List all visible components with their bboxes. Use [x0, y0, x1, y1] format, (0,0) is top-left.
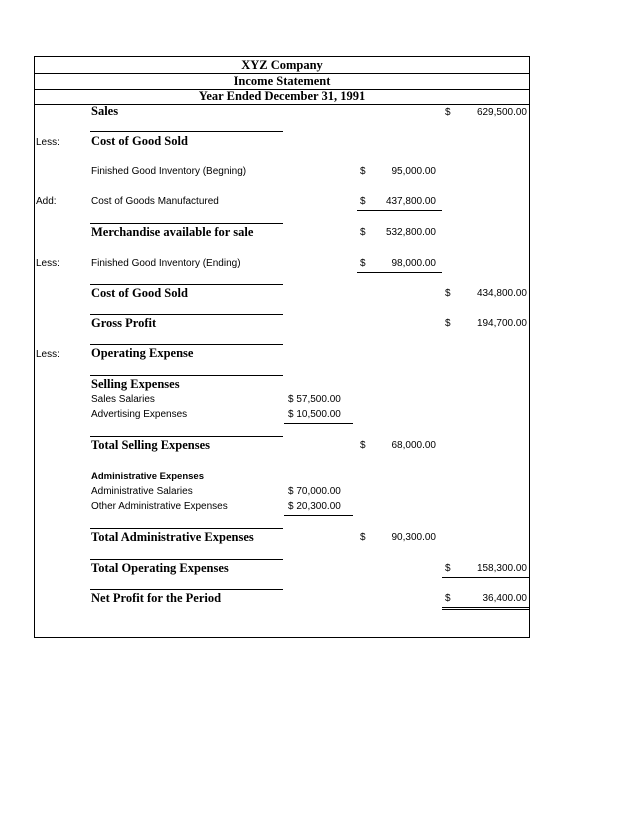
total-selling-amount: 68,000.00 [391, 440, 436, 451]
cogm-amount: 437,800.00 [385, 196, 436, 207]
cogs-total-amount: 434,800.00 [476, 288, 527, 299]
cogs-heading: Cost of Good Sold [91, 134, 188, 148]
selling-underline [284, 423, 353, 424]
section-rule [90, 375, 283, 376]
net-profit-label: Net Profit for the Period [91, 591, 222, 605]
sales-salaries-label: Sales Salaries [91, 394, 155, 405]
section-rule [90, 223, 283, 224]
sales-amount: 629,500.00 [476, 107, 527, 118]
section-rule [90, 131, 283, 132]
fg-end-underline [357, 272, 442, 273]
less-prefix: Less: [36, 258, 60, 269]
admin-heading: Administrative Expenses [91, 471, 204, 482]
merch-currency: $ [360, 227, 366, 238]
cogm-underline [357, 210, 442, 211]
total-opex-underline [442, 577, 529, 578]
section-rule [90, 344, 283, 345]
company-name: XYZ Company [241, 58, 323, 72]
statement-title: Income Statement [233, 74, 331, 88]
cogm-currency: $ [360, 196, 366, 207]
add-prefix: Add: [36, 196, 57, 207]
less-prefix: Less: [36, 137, 60, 148]
admin-salaries-amount: $ 70,000.00 [288, 486, 341, 497]
total-admin-label: Total Administrative Expenses [91, 530, 254, 544]
sales-salaries-amount: $ 57,500.00 [288, 394, 341, 405]
section-rule [90, 284, 283, 285]
gross-profit-label: Gross Profit [91, 316, 157, 330]
cogm-label: Cost of Goods Manufactured [91, 196, 219, 207]
net-profit-currency: $ [445, 593, 451, 604]
total-opex-amount: 158,300.00 [476, 563, 527, 574]
section-rule [90, 589, 283, 590]
total-selling-currency: $ [360, 440, 366, 451]
section-rule [90, 528, 283, 529]
total-opex-label: Total Operating Expenses [91, 561, 229, 575]
fg-end-label: Finished Good Inventory (Ending) [91, 258, 241, 269]
fg-end-currency: $ [360, 258, 366, 269]
net-profit-double-underline [442, 607, 529, 610]
total-admin-currency: $ [360, 532, 366, 543]
other-admin-label: Other Administrative Expenses [91, 501, 228, 512]
admin-underline [284, 515, 353, 516]
other-admin-amount: $ 20,300.00 [288, 501, 341, 512]
cogs-total-currency: $ [445, 288, 451, 299]
cogs-total-label: Cost of Good Sold [91, 286, 188, 300]
section-rule [90, 559, 283, 560]
selling-heading: Selling Expenses [91, 377, 180, 391]
admin-salaries-label: Administrative Salaries [91, 486, 193, 497]
fg-end-amount: 98,000.00 [391, 258, 436, 269]
merch-label: Merchandise available for sale [91, 225, 254, 239]
section-rule [90, 314, 283, 315]
section-rule [90, 436, 283, 437]
merch-amount: 532,800.00 [385, 227, 436, 238]
advertising-label: Advertising Expenses [91, 409, 188, 420]
sales-label: Sales [91, 104, 119, 118]
gross-profit-currency: $ [445, 318, 451, 329]
opex-heading: Operating Expense [91, 346, 194, 360]
fg-begin-currency: $ [360, 166, 366, 177]
sales-currency: $ [445, 107, 451, 118]
total-selling-label: Total Selling Expenses [91, 438, 211, 452]
less-prefix: Less: [36, 349, 60, 360]
net-profit-amount: 36,400.00 [482, 593, 527, 604]
gross-profit-amount: 194,700.00 [476, 318, 527, 329]
fg-begin-amount: 95,000.00 [391, 166, 436, 177]
statement-period: Year Ended December 31, 1991 [198, 89, 366, 103]
total-admin-amount: 90,300.00 [391, 532, 436, 543]
fg-begin-label: Finished Good Inventory (Begning) [91, 166, 247, 177]
advertising-amount: $ 10,500.00 [288, 409, 341, 420]
total-opex-currency: $ [445, 563, 451, 574]
